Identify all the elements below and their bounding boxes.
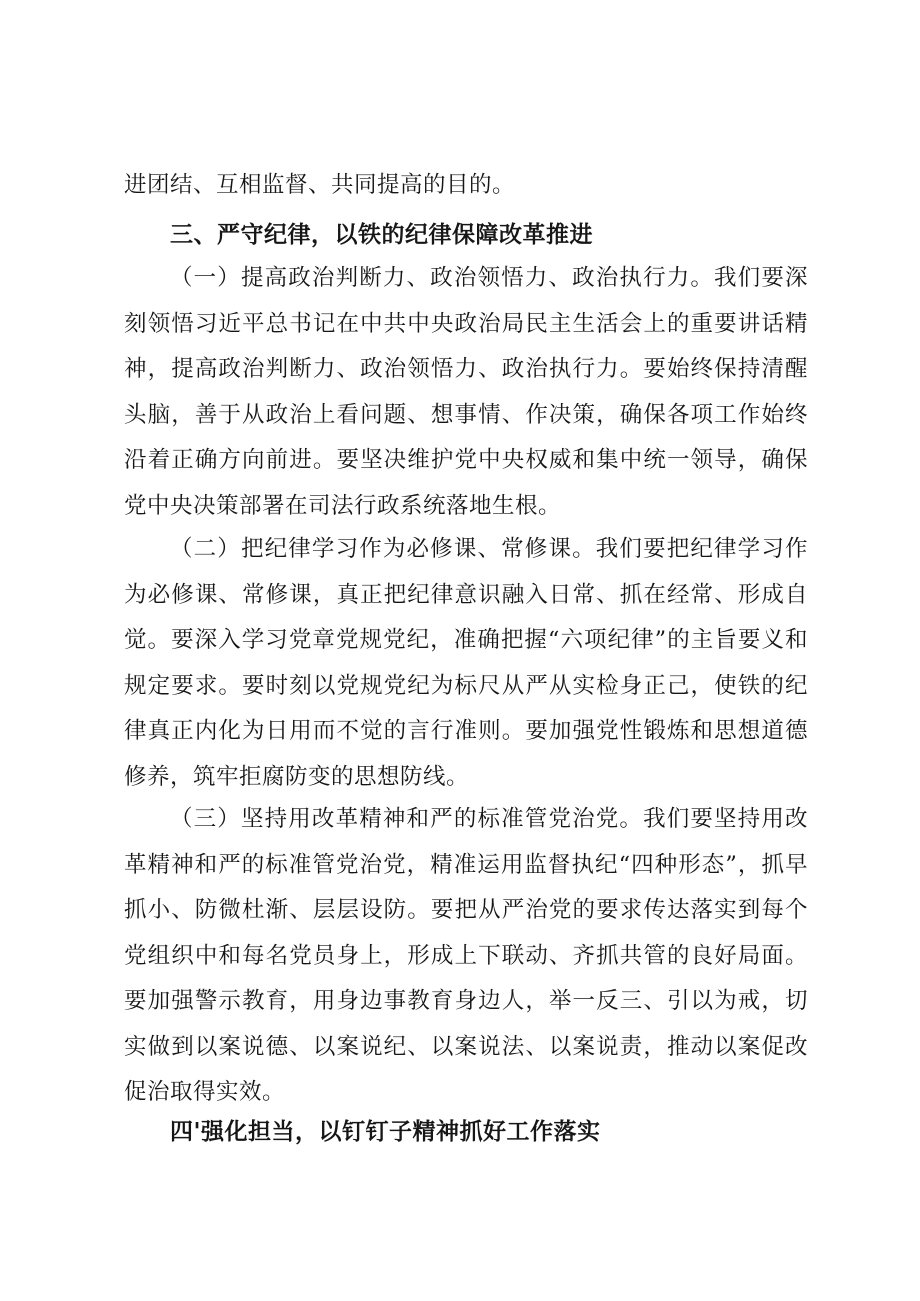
section-three-item-3: （三）坚持用改革精神和严的标准管党治党。我们要坚持用改革精神和严的标准管党治党，精准运用监督执纪“四种形态”，抓早抓小、防微杜渐、层层设防。要把从严治党的要求传达落实到每个党组织中和每名党员身上，形成上下联动、齐抓共管的良好局面。要加强警示教育，用身边事教育身边人，举一反三、引以为戒，切实做到以案说德、以案说纪、以案说法、以案说责，推动以案促改促治取得实效。 [124,806,808,1105]
section-three-heading: 三、严守纪律，以铁的纪律保障改革推进 [170,222,593,248]
section-four-heading: 四'强化担当，以钉钉子精神抓好工作落实 [170,1119,601,1145]
section-three-item-1: （一）提高政治判断力、政治领悟力、政治执行力。我们要深刻领悟习近平总书记在中共中央政治局民主生活会上的重要讲话精神，提高政治判断力、政治领悟力、政治执行力。要始终保持清醒头脑，善于从政治上看问题、想事情、作决策，确保各项工作始终沿着正确方向前进。要坚决维护党中央权威和集中统一领导，确保党中央决策部署在司法行政系统落地生根。 [124,265,808,519]
continued-paragraph: 进团结、互相监督、共同提高的目的。 [124,172,516,198]
section-three-item-2: （二）把纪律学习作为必修课、常修课。我们要把纪律学习作为必修课、常修课，真正把纪律意识融入日常、抓在经常、形成自觉。要深入学习党章党规党纪，准确把握“六项纪律”的主旨要义和规定要求。要时刻以党规党纪为标尺从严从实检身正己，使铁的纪律真正内化为日用而不觉的言行准则。要加强党性锻炼和思想道德修养，筑牢拒腐防变的思想防线。 [124,536,808,790]
